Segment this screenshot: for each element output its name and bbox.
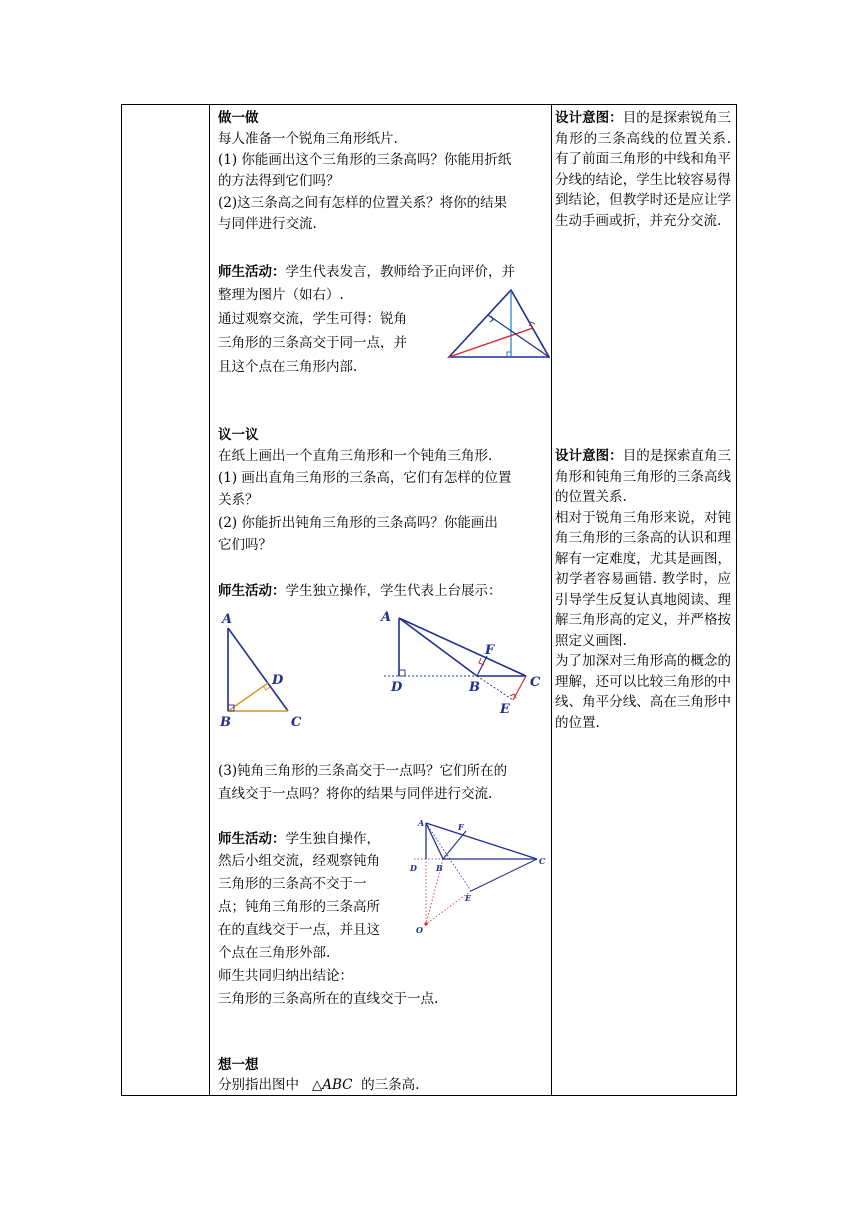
observation-line: 且这个点在三角形内部.: [218, 359, 358, 375]
column-divider-1: [209, 105, 210, 1095]
altitude-ce: [471, 859, 537, 891]
teacher-activity-text-2: 整理为图片（如右）.: [218, 287, 344, 303]
side-ab: [426, 823, 443, 859]
note-text: 目的是探索锐角三角形的三条高线的位置关系.有了前面三角形的中线和角平分线的结论，学生比较容易得到结论，但教学时还是应让学生动手画或折，并充分交流.: [555, 110, 732, 229]
observation-line: 三角形的三条高交于同一点，并: [218, 335, 407, 351]
observation-line: 通过观察交流，学生可得：锐角: [218, 311, 407, 327]
activity2-line: 关系？: [218, 492, 259, 508]
right-angle-mark: [510, 694, 516, 698]
teacher-activity-line: 点；钝角三角形的三条高所: [218, 899, 380, 915]
design-intent-note-2: [555, 446, 731, 733]
activity1-line: 与同伴进行交流.: [218, 216, 317, 232]
extended-ab: [477, 676, 513, 700]
activity2-line: 它们吗？: [218, 537, 272, 553]
side-ab: [399, 618, 477, 676]
note-text: 目的是探索直角三角形和钝角三角形的三条高线的位置关系.: [555, 448, 732, 505]
label-a: A: [381, 610, 392, 625]
side-ac: [228, 628, 288, 711]
acute-triangle-figure: [447, 288, 552, 360]
activity3-prefix: 分别指出图中: [218, 1077, 299, 1093]
activity3-suffix: 的三条高.: [361, 1077, 420, 1093]
label-d: D: [410, 863, 417, 873]
triangle-symbol: △: [311, 1077, 323, 1093]
label-d: D: [391, 680, 403, 695]
label-f: F: [458, 822, 464, 832]
label-b: B: [220, 715, 231, 730]
teacher-activity-line: 个点在三角形外部.: [218, 945, 331, 961]
obtuse-altitudes-figure: [396, 813, 546, 933]
label-d: D: [272, 673, 284, 688]
label-b: B: [469, 680, 480, 695]
teacher-activity-label: 师生活动：: [218, 264, 286, 280]
note-label: 设计意图：: [555, 110, 623, 126]
activity1-line: 的方法得到它们吗？: [218, 173, 340, 189]
label-a: A: [222, 612, 233, 627]
teacher-activity-text: 学生代表发言，教师给予正向评价，并: [285, 264, 515, 280]
side-ac: [399, 618, 526, 676]
side-ac: [426, 823, 537, 859]
label-o: O: [416, 925, 423, 933]
altitude-from-right: [488, 315, 549, 357]
label-e: E: [500, 702, 510, 717]
label-a: A: [418, 818, 425, 828]
note-first-paragraph: [555, 448, 731, 505]
question-3-line: 直线交于一点吗？将你的结果与同伴进行交流.: [218, 786, 493, 802]
activity2-line: (2) 你能折出钝角三角形的三条高吗？你能画出: [218, 515, 498, 531]
right-triangle-figure: [214, 610, 309, 730]
lesson-table: [121, 104, 737, 1096]
intersection-point: [424, 922, 427, 925]
activity1-line: 每人准备一个锐角三角形纸片.: [218, 131, 398, 147]
note-text-3: 为了加深对三角形高的概念的理解，还可以比较三角形的中线、角平分线、高在三角形中的位置.: [555, 653, 731, 731]
note-text-2: 相对于锐角三角形来说，对钝角三角形的三条高的认识和理解有一定难度，尤其是画图，初学者容易画错. 教学时，应引导学生反复认真地阅读、理解三角形高的定义，并严格按照定义画图.: [555, 509, 731, 649]
note-label: 设计意图：: [555, 448, 623, 464]
activity1-line: (2)这三条高之间有怎样的位置关系？将你的结果: [218, 195, 508, 211]
teacher-activity-text: 学生独立操作，学生代表上台展示：: [285, 583, 502, 599]
obtuse-triangle-figure: [380, 608, 550, 718]
design-intent-note-1: [555, 108, 731, 231]
label-c: C: [291, 715, 302, 730]
label-e: E: [465, 893, 472, 903]
teacher-activity-3: [218, 829, 380, 850]
altitude-bf: [477, 656, 487, 676]
right-angle-mark: [399, 670, 405, 676]
label-c: C: [530, 675, 541, 690]
activity-heading-discuss: 议一议: [218, 427, 259, 443]
teacher-activity-2: [218, 581, 502, 602]
triangle-name: ABC: [322, 1077, 353, 1093]
column-divider-2: [551, 105, 552, 1095]
teacher-activity-label: 师生活动：: [218, 831, 286, 847]
activity-heading-think: 想一想: [218, 1057, 259, 1073]
label-f: F: [485, 643, 495, 658]
label-b: B: [436, 863, 443, 873]
activity2-line: (1) 画出直角三角形的三条高，它们有怎样的位置: [218, 470, 512, 486]
teacher-activity-line: 然后小组交流，经观察钝角: [218, 853, 380, 869]
conclusion-intro: 师生共同归纳出结论：: [218, 968, 353, 984]
teacher-activity-1: [218, 262, 515, 283]
conclusion-text: 三角形的三条高所在的直线交于一点.: [218, 991, 439, 1007]
label-c: C: [539, 856, 546, 866]
question-3-line: (3)钝角三角形的三条高交于一点吗？它们所在的: [218, 763, 508, 779]
activity2-line: 在纸上画出一个直角三角形和一个钝角三角形.: [218, 448, 493, 464]
activity-heading-do: 做一做: [218, 110, 259, 126]
activity1-line: (1) 你能画出这个三角形的三条高吗？你能用折纸: [218, 152, 512, 168]
teacher-activity-line: 三角形的三条高不交于一: [218, 876, 367, 892]
teacher-activity-text: 学生独自操作，: [285, 831, 380, 847]
teacher-activity-line: 在的直线交于一点，并且这: [218, 922, 380, 938]
teacher-activity-label: 师生活动：: [218, 583, 286, 599]
activity3-line: [218, 1075, 419, 1096]
altitude-bf: [443, 831, 466, 859]
